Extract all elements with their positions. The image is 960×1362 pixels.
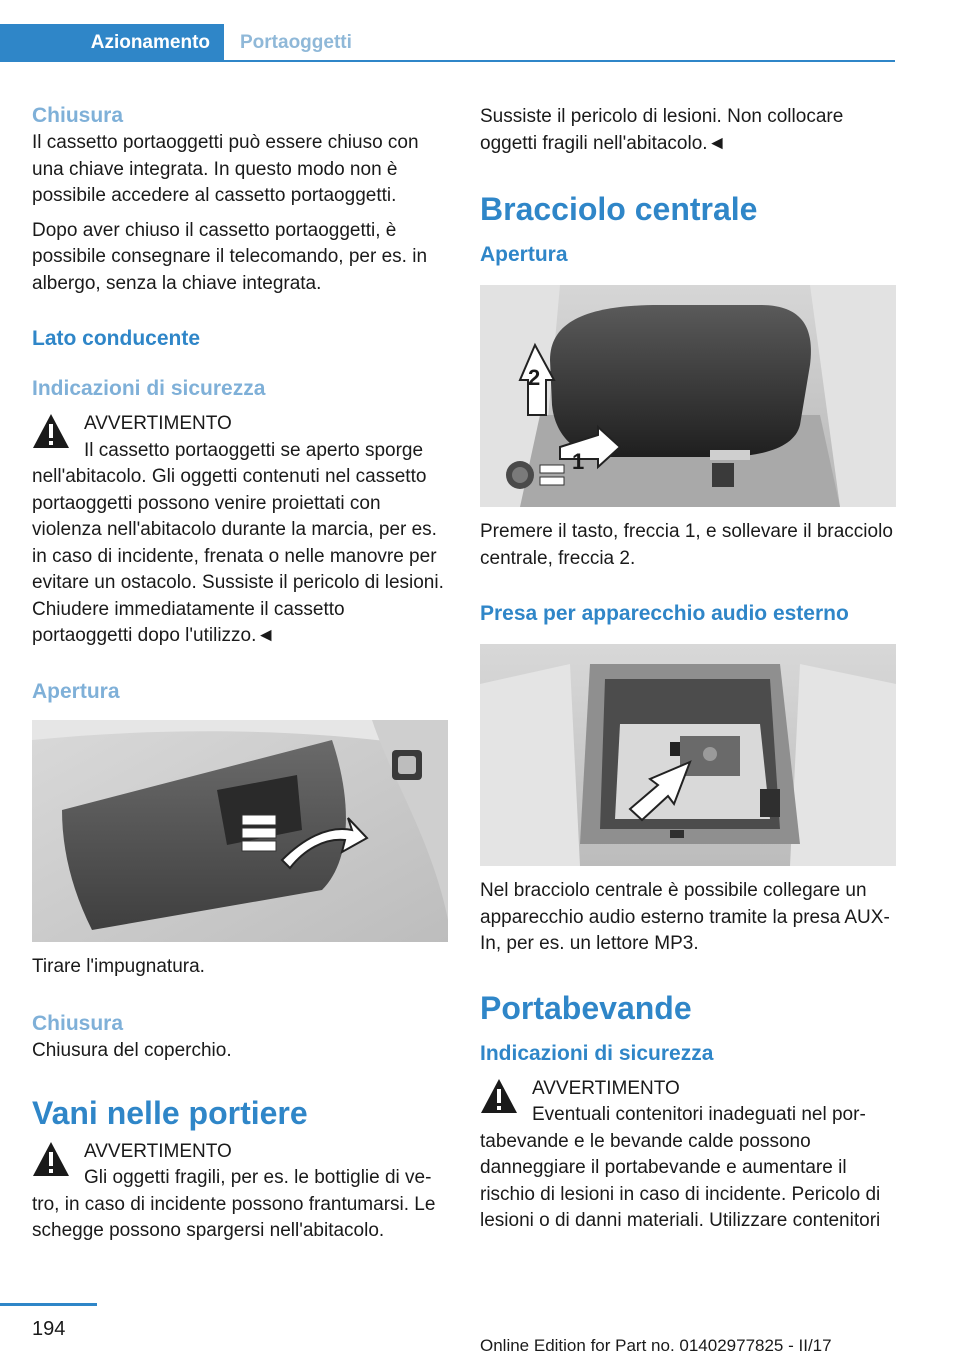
aux-drawing xyxy=(480,644,896,866)
warning-body: tabevande e le bevande calde possono danneggiare il portabevande e aumentare il rischio di lesioni in caso di incidente. Pericolo di lesioni o di danni materiali. Utilizzare contenitori xyxy=(480,1130,881,1231)
warning-block-vani xyxy=(32,1139,448,1245)
chiusura-paragraph-1: Il cassetto portaoggetti può essere chiuso con una chiave integrata. In questo modo non è possibile accedere al cassetto portaoggetti. xyxy=(32,132,419,206)
warning-body: nell'abitacolo. Gli oggetti contenuti nel cassetto portaoggetti possono venire proiettati con violenza nell'abitacolo durante la marcia, per es. in caso di incidente, frenata o nelle manovre per evitare un ostacolo. Sussiste il pericolo di lesioni. Chiudere immediatamente il cassetto portaoggetti dopo l'utilizzo.◄ xyxy=(32,466,444,646)
heading-apertura-bracciolo: Apertura xyxy=(480,243,568,266)
warning-first-line: Eventuali contenitori inadeguati nel por- xyxy=(532,1104,866,1125)
page-number: 194 xyxy=(32,1318,66,1340)
header-rule xyxy=(0,60,895,62)
heading-chiusura-2: Chiusura xyxy=(32,1012,124,1035)
apertura-caption: Tirare l'impugnatura. xyxy=(32,955,205,977)
warning-title: AVVERTIMENTO xyxy=(84,1140,232,1162)
glovebox-drawing xyxy=(32,720,448,942)
warning-body: tro, in caso di incidente possono frantumarsi. Le schegge possono spargersi nell'abitacolo. xyxy=(32,1193,436,1241)
aux-illustration xyxy=(480,644,896,866)
glovebox-illustration xyxy=(32,720,448,942)
edition-note: Online Edition for Part no. 01402977825 - II/17 xyxy=(480,1336,832,1355)
warning-block-portabevande xyxy=(480,1076,896,1235)
page-header xyxy=(0,0,960,64)
warning-triangle-icon xyxy=(480,1078,518,1114)
warning-triangle-icon xyxy=(32,1141,70,1177)
warning-first-line: Il cassetto portaoggetti se aperto sporge xyxy=(84,439,424,461)
warning-title: AVVERTIMENTO xyxy=(532,1077,680,1099)
warning-first-line: Gli oggetti fragili, per es. le bottiglie di ve- xyxy=(84,1167,432,1188)
heading-bracciolo-centrale: Bracciolo centrale xyxy=(480,191,758,227)
tab-azionamento[interactable]: Azionamento xyxy=(0,24,224,62)
heading-indicazioni-sicurezza: Indicazioni di sicurezza xyxy=(32,377,266,400)
left-column xyxy=(32,100,448,1245)
right-column xyxy=(480,100,896,1235)
presa-caption: Nel bracciolo centrale è possibile collegare un apparecchio audio esterno tramite la presa AUX-In, per es. un lettore MP3. xyxy=(480,880,890,954)
chiusura-2-text: Chiusura del coperchio. xyxy=(32,1040,232,1061)
warning-block-cassetto xyxy=(32,411,448,650)
bracciolo-caption: Premere il tasto, freccia 1, e sollevare il bracciolo centrale, freccia 2. xyxy=(480,521,893,569)
tab-portaoggetti[interactable]: Portaoggetti xyxy=(240,32,352,53)
heading-portabevande: Portabevande xyxy=(480,989,692,1026)
figure-label-2: 2 xyxy=(528,365,541,390)
warning-title: AVVERTIMENTO xyxy=(84,413,232,434)
footer-rule xyxy=(0,1303,97,1306)
chiusura-paragraph-2: Dopo aver chiuso il cassetto portaoggetti, è possibile consegnare il telecomando, per es. in albergo, senza la chiave integrata. xyxy=(32,219,428,294)
armrest-illustration xyxy=(480,285,896,507)
continued-warning-text: Sussiste il pericolo di lesioni. Non collocare oggetti fragili nell'abitacolo.◄ xyxy=(480,106,844,154)
heading-indicazioni-sicurezza-portabevande: Indicazioni di sicurezza xyxy=(480,1041,714,1065)
heading-lato-conducente: Lato conducente xyxy=(32,327,201,350)
warning-triangle-icon xyxy=(32,413,70,449)
armrest-drawing xyxy=(480,285,896,507)
figure-label-1: 1 xyxy=(572,449,585,474)
heading-presa-audio: Presa per apparecchio audio esterno xyxy=(480,602,849,625)
heading-chiusura: Chiusura xyxy=(32,104,124,127)
heading-apertura: Apertura xyxy=(32,679,120,703)
heading-vani-portiere: Vani nelle portiere xyxy=(32,1094,308,1131)
